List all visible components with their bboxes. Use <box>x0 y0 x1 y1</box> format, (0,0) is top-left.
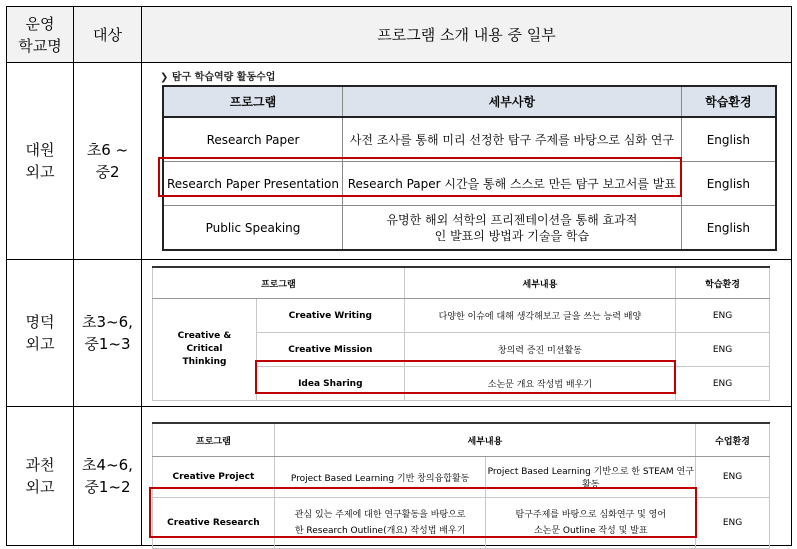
school-myungduk: 명덕 외고 <box>7 260 74 407</box>
table-row: Public Speaking 유명한 해외 석학의 프리젠테이션을 통해 효과적인 발표의 방법과 기술을 학습 English <box>163 206 776 251</box>
program-table <box>6 6 792 546</box>
content-gwacheon <box>142 407 792 546</box>
header-school: 운영 학교명 <box>7 7 74 63</box>
table-row: Research Paper 사전 조사를 통해 미리 선정한 탐구 주제를 바탕으로 심화 연구 English <box>163 117 776 162</box>
table-row: Creative Mission 창의력 증진 미션활동 ENG <box>153 333 770 367</box>
subtitle: ❯ 탐구 학습역량 활동수업 <box>160 72 276 83</box>
col-program: 프로그램 <box>163 86 342 117</box>
group-label: Creative & Critical Thinking <box>153 299 257 401</box>
table-row: Creative Project Project Based Learning 기반 창의융합활동 Project Based Learning 기반으로 한 STEAM 연구 활동 ENG <box>153 457 770 498</box>
table-row: Research Paper Presentation Research Paper 시간을 통해 스스로 만든 탐구 보고서를 발표 English <box>163 162 776 206</box>
school-gwacheon: 과천 외고 <box>7 407 74 546</box>
school-daewon: 대원 외고 <box>7 63 74 260</box>
col-env: 학습환경 <box>681 86 776 117</box>
table-row: Creative & Critical Thinking Creative Writing 다양한 이슈에 대해 생각해보고 글을 쓰는 능력 배양 ENG <box>153 299 770 333</box>
myungduk-program-table: 프로그램 세부내용 학습환경 Creative & Critical Thinking Creative Writing 다양한 이슈에 대해 생각해보고 글을 쓰는 능력 배양 ENG Creative Mission 창의력 증진 미션활동 ENG Idea Sharing 소논문 개요 작성법 배우기 ENG <box>152 266 770 401</box>
target-gwacheon: 초4~6, 중1~2 <box>74 407 142 546</box>
gwacheon-program-table: 프로그램 세부내용 수업환경 Creative Project Project Based Learning 기반 창의융합활동 Project Based Learning 기반으로 한 STEAM 연구 활동 ENG Creative Research 관심 있는 주제에 대한 연구활동을 바탕으로 한 Research Outline(개요) 작성법 배우기 탐구주제를 바탕으로 심화연구 및 영어 소논문 Outline 작성 및 발표 ENG <box>152 422 770 549</box>
header-target: 대상 <box>74 7 142 63</box>
col-detail: 세부사항 <box>342 86 681 117</box>
table-row: Creative Research 관심 있는 주제에 대한 연구활동을 바탕으로 한 Research Outline(개요) 작성법 배우기 탐구주제를 바탕으로 심화연구 및 영어 소논문 Outline 작성 및 발표 ENG <box>153 498 770 549</box>
content-myungduk <box>142 260 792 407</box>
header-content: 프로그램 소개 내용 중 일부 <box>142 7 792 63</box>
target-daewon: 초6 ~ 중2 <box>74 63 142 260</box>
daewon-program-table <box>162 85 777 251</box>
target-myungduk: 초3~6, 중1~3 <box>74 260 142 407</box>
table-row: Idea Sharing 소논문 개요 작성법 배우기 ENG <box>153 367 770 401</box>
content-daewon <box>142 63 792 260</box>
